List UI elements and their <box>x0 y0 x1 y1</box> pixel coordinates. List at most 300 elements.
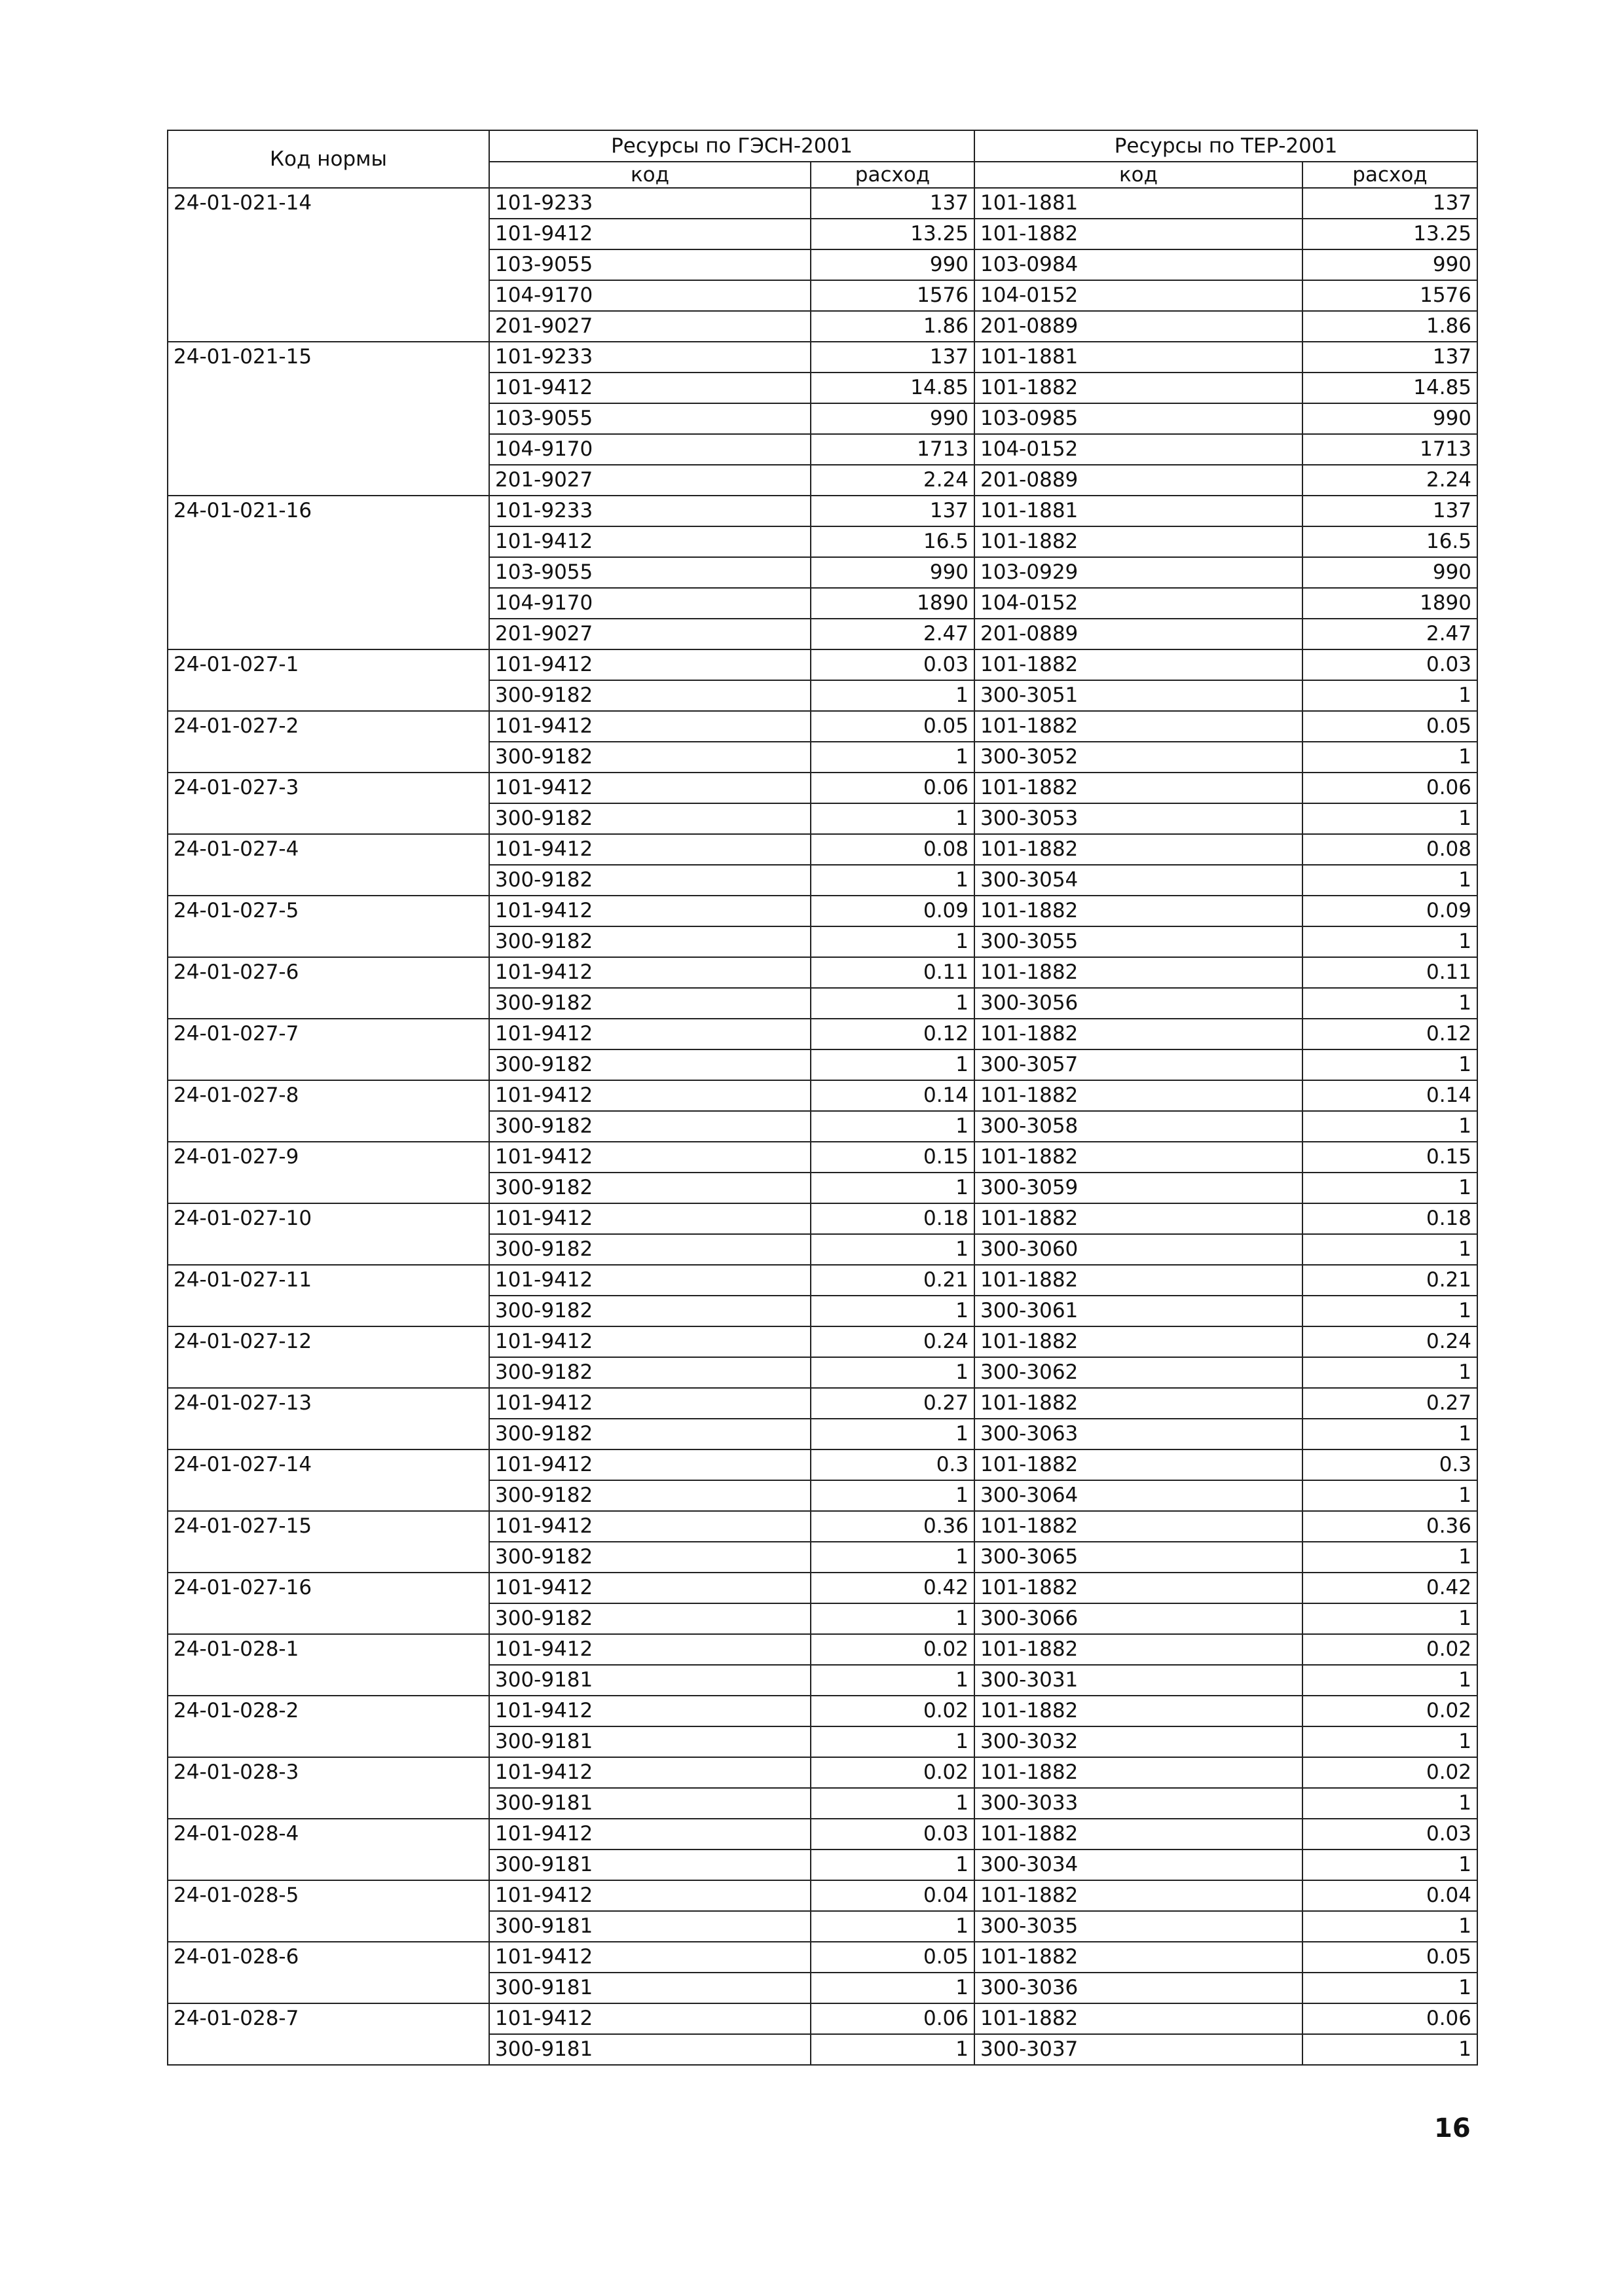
ter-rate-cell: 0.21 <box>1302 1265 1477 1296</box>
ter-code-cell: 201-0889 <box>974 465 1302 496</box>
ter-code-cell: 101-1882 <box>974 526 1302 557</box>
ter-code-cell: 101-1882 <box>974 1573 1302 1603</box>
header-gesn-code: код <box>489 162 811 188</box>
ter-rate-cell: 0.04 <box>1302 1880 1477 1911</box>
norm-code-cell: 24-01-027-1 <box>168 649 489 711</box>
ter-code-cell: 300-3053 <box>974 803 1302 834</box>
ter-code-cell: 103-0984 <box>974 249 1302 280</box>
ter-code-cell: 300-3063 <box>974 1419 1302 1449</box>
gesn-rate-cell: 16.5 <box>811 526 974 557</box>
gesn-rate-cell: 0.3 <box>811 1449 974 1480</box>
ter-rate-cell: 137 <box>1302 496 1477 526</box>
ter-code-cell: 101-1882 <box>974 1634 1302 1665</box>
ter-rate-cell: 990 <box>1302 249 1477 280</box>
gesn-code-cell: 300-9181 <box>489 1973 811 2003</box>
gesn-code-cell: 101-9412 <box>489 1757 811 1788</box>
norm-code-cell: 24-01-028-6 <box>168 1942 489 2003</box>
gesn-code-cell: 101-9412 <box>489 373 811 403</box>
ter-rate-cell: 16.5 <box>1302 526 1477 557</box>
ter-rate-cell: 1 <box>1302 1357 1477 1388</box>
gesn-rate-cell: 1 <box>811 1665 974 1696</box>
gesn-code-cell: 104-9170 <box>489 588 811 619</box>
table-row <box>168 1942 1477 1973</box>
norm-code-cell: 24-01-021-15 <box>168 342 489 496</box>
table-row <box>168 1326 1477 1357</box>
table-row <box>168 496 1477 526</box>
ter-code-cell: 101-1882 <box>974 1880 1302 1911</box>
gesn-code-cell: 300-9182 <box>489 742 811 773</box>
table-row <box>168 1757 1477 1788</box>
gesn-code-cell: 101-9412 <box>489 1880 811 1911</box>
ter-rate-cell: 1 <box>1302 1850 1477 1880</box>
norm-code-cell: 24-01-027-13 <box>168 1388 489 1449</box>
gesn-rate-cell: 1 <box>811 1542 974 1573</box>
gesn-code-cell: 300-9182 <box>489 1296 811 1326</box>
gesn-code-cell: 300-9182 <box>489 1234 811 1265</box>
table-row <box>168 1696 1477 1726</box>
header-row-groups <box>168 130 1477 162</box>
gesn-code-cell: 101-9412 <box>489 834 811 865</box>
gesn-code-cell: 101-9412 <box>489 1449 811 1480</box>
ter-rate-cell: 137 <box>1302 188 1477 219</box>
gesn-rate-cell: 1 <box>811 1480 974 1511</box>
ter-rate-cell: 14.85 <box>1302 373 1477 403</box>
resource-table <box>167 130 1478 2066</box>
ter-code-cell: 300-3054 <box>974 865 1302 896</box>
ter-rate-cell: 1 <box>1302 1665 1477 1696</box>
header-gesn-group: Ресурсы по ГЭСН-2001 <box>489 130 974 162</box>
ter-rate-cell: 1 <box>1302 1542 1477 1573</box>
ter-rate-cell: 0.24 <box>1302 1326 1477 1357</box>
gesn-code-cell: 101-9412 <box>489 649 811 680</box>
table-row <box>168 896 1477 926</box>
gesn-rate-cell: 1 <box>811 865 974 896</box>
ter-rate-cell: 0.05 <box>1302 711 1477 742</box>
ter-rate-cell: 0.02 <box>1302 1696 1477 1726</box>
gesn-rate-cell: 1 <box>811 1049 974 1080</box>
gesn-code-cell: 101-9412 <box>489 1573 811 1603</box>
norm-code-cell: 24-01-027-12 <box>168 1326 489 1388</box>
gesn-code-cell: 300-9181 <box>489 1911 811 1942</box>
gesn-code-cell: 300-9182 <box>489 1542 811 1573</box>
gesn-rate-cell: 1 <box>811 926 974 957</box>
ter-code-cell: 101-1882 <box>974 2003 1302 2034</box>
gesn-rate-cell: 0.21 <box>811 1265 974 1296</box>
gesn-code-cell: 101-9412 <box>489 1388 811 1419</box>
ter-code-cell: 300-3036 <box>974 1973 1302 2003</box>
gesn-rate-cell: 1 <box>811 1603 974 1634</box>
ter-rate-cell: 990 <box>1302 403 1477 434</box>
ter-rate-cell: 1 <box>1302 803 1477 834</box>
table-row <box>168 1388 1477 1419</box>
ter-rate-cell: 0.42 <box>1302 1573 1477 1603</box>
gesn-rate-cell: 1 <box>811 1296 974 1326</box>
gesn-rate-cell: 2.24 <box>811 465 974 496</box>
gesn-rate-cell: 0.18 <box>811 1203 974 1234</box>
gesn-code-cell: 201-9027 <box>489 311 811 342</box>
gesn-code-cell: 101-9412 <box>489 2003 811 2034</box>
gesn-code-cell: 300-9181 <box>489 2034 811 2065</box>
ter-code-cell: 300-3034 <box>974 1850 1302 1880</box>
gesn-rate-cell: 1.86 <box>811 311 974 342</box>
gesn-code-cell: 101-9412 <box>489 1326 811 1357</box>
norm-code-cell: 24-01-021-14 <box>168 188 489 342</box>
gesn-code-cell: 101-9412 <box>489 1942 811 1973</box>
ter-rate-cell: 1 <box>1302 1049 1477 1080</box>
norm-code-cell: 24-01-028-1 <box>168 1634 489 1696</box>
ter-rate-cell: 1 <box>1302 1111 1477 1142</box>
ter-rate-cell: 2.24 <box>1302 465 1477 496</box>
ter-code-cell: 300-3065 <box>974 1542 1302 1573</box>
ter-rate-cell: 0.09 <box>1302 896 1477 926</box>
gesn-code-cell: 101-9412 <box>489 957 811 988</box>
gesn-rate-cell: 0.14 <box>811 1080 974 1111</box>
gesn-code-cell: 101-9412 <box>489 1019 811 1049</box>
ter-code-cell: 101-1882 <box>974 373 1302 403</box>
header-gesn-rate: расход <box>811 162 974 188</box>
ter-code-cell: 101-1882 <box>974 1819 1302 1850</box>
ter-rate-cell: 1 <box>1302 1973 1477 2003</box>
ter-code-cell: 101-1882 <box>974 1080 1302 1111</box>
ter-code-cell: 103-0929 <box>974 557 1302 588</box>
norm-code-cell: 24-01-028-3 <box>168 1757 489 1819</box>
gesn-code-cell: 300-9182 <box>489 1111 811 1142</box>
table-row <box>168 1880 1477 1911</box>
ter-rate-cell: 13.25 <box>1302 219 1477 249</box>
gesn-code-cell: 103-9055 <box>489 249 811 280</box>
gesn-rate-cell: 1 <box>811 1850 974 1880</box>
gesn-rate-cell: 0.12 <box>811 1019 974 1049</box>
ter-code-cell: 104-0152 <box>974 434 1302 465</box>
ter-code-cell: 101-1882 <box>974 1511 1302 1542</box>
gesn-rate-cell: 1 <box>811 1173 974 1203</box>
ter-rate-cell: 1576 <box>1302 280 1477 311</box>
gesn-rate-cell: 1 <box>811 680 974 711</box>
gesn-code-cell: 300-9182 <box>489 1419 811 1449</box>
gesn-code-cell: 101-9412 <box>489 711 811 742</box>
gesn-rate-cell: 1 <box>811 1788 974 1819</box>
gesn-rate-cell: 0.42 <box>811 1573 974 1603</box>
table-body <box>168 188 1477 2065</box>
gesn-rate-cell: 0.03 <box>811 649 974 680</box>
ter-rate-cell: 1 <box>1302 926 1477 957</box>
gesn-rate-cell: 1 <box>811 1973 974 2003</box>
gesn-code-cell: 104-9170 <box>489 280 811 311</box>
gesn-code-cell: 300-9181 <box>489 1726 811 1757</box>
ter-rate-cell: 1.86 <box>1302 311 1477 342</box>
gesn-code-cell: 101-9412 <box>489 1634 811 1665</box>
gesn-code-cell: 101-9412 <box>489 1142 811 1173</box>
gesn-code-cell: 101-9412 <box>489 1696 811 1726</box>
gesn-code-cell: 101-9412 <box>489 773 811 803</box>
ter-rate-cell: 0.36 <box>1302 1511 1477 1542</box>
table-row <box>168 2003 1477 2034</box>
table-row <box>168 188 1477 219</box>
ter-code-cell: 101-1881 <box>974 188 1302 219</box>
gesn-rate-cell: 14.85 <box>811 373 974 403</box>
ter-code-cell: 101-1882 <box>974 1449 1302 1480</box>
ter-rate-cell: 0.06 <box>1302 773 1477 803</box>
gesn-code-cell: 300-9181 <box>489 1788 811 1819</box>
ter-code-cell: 101-1882 <box>974 773 1302 803</box>
ter-code-cell: 300-3037 <box>974 2034 1302 2065</box>
gesn-rate-cell: 137 <box>811 188 974 219</box>
gesn-rate-cell: 1 <box>811 803 974 834</box>
table-row <box>168 649 1477 680</box>
ter-code-cell: 300-3031 <box>974 1665 1302 1696</box>
ter-code-cell: 101-1882 <box>974 1142 1302 1173</box>
gesn-code-cell: 101-9412 <box>489 1080 811 1111</box>
table-row <box>168 1819 1477 1850</box>
ter-rate-cell: 1 <box>1302 865 1477 896</box>
ter-code-cell: 300-3060 <box>974 1234 1302 1265</box>
table-row <box>168 957 1477 988</box>
gesn-code-cell: 300-9182 <box>489 1480 811 1511</box>
ter-rate-cell: 0.18 <box>1302 1203 1477 1234</box>
gesn-rate-cell: 1 <box>811 2034 974 2065</box>
ter-rate-cell: 1 <box>1302 1788 1477 1819</box>
gesn-rate-cell: 1 <box>811 1726 974 1757</box>
norm-code-cell: 24-01-027-7 <box>168 1019 489 1080</box>
table-row <box>168 1019 1477 1049</box>
gesn-rate-cell: 0.05 <box>811 711 974 742</box>
gesn-rate-cell: 0.02 <box>811 1757 974 1788</box>
ter-code-cell: 101-1882 <box>974 1203 1302 1234</box>
ter-code-cell: 300-3057 <box>974 1049 1302 1080</box>
page-number: 16 <box>1434 2113 1471 2143</box>
ter-code-cell: 300-3056 <box>974 988 1302 1019</box>
ter-code-cell: 201-0889 <box>974 619 1302 649</box>
gesn-code-cell: 300-9182 <box>489 865 811 896</box>
gesn-code-cell: 201-9027 <box>489 465 811 496</box>
norm-code-cell: 24-01-027-14 <box>168 1449 489 1511</box>
gesn-rate-cell: 0.08 <box>811 834 974 865</box>
ter-code-cell: 101-1882 <box>974 1942 1302 1973</box>
ter-code-cell: 101-1881 <box>974 496 1302 526</box>
gesn-rate-cell: 0.04 <box>811 1880 974 1911</box>
ter-rate-cell: 0.08 <box>1302 834 1477 865</box>
table-row <box>168 773 1477 803</box>
gesn-code-cell: 101-9412 <box>489 1265 811 1296</box>
gesn-rate-cell: 990 <box>811 249 974 280</box>
ter-rate-cell: 1 <box>1302 1726 1477 1757</box>
ter-rate-cell: 1 <box>1302 742 1477 773</box>
ter-code-cell: 101-1882 <box>974 711 1302 742</box>
gesn-rate-cell: 1713 <box>811 434 974 465</box>
ter-code-cell: 101-1882 <box>974 649 1302 680</box>
gesn-code-cell: 101-9412 <box>489 1819 811 1850</box>
gesn-rate-cell: 0.03 <box>811 1819 974 1850</box>
gesn-rate-cell: 13.25 <box>811 219 974 249</box>
gesn-code-cell: 300-9181 <box>489 1665 811 1696</box>
ter-code-cell: 101-1882 <box>974 957 1302 988</box>
header-ter-rate: расход <box>1302 162 1477 188</box>
table-row <box>168 834 1477 865</box>
norm-code-cell: 24-01-021-16 <box>168 496 489 649</box>
ter-rate-cell: 0.12 <box>1302 1019 1477 1049</box>
gesn-code-cell: 300-9182 <box>489 680 811 711</box>
ter-rate-cell: 2.47 <box>1302 619 1477 649</box>
table-row <box>168 1634 1477 1665</box>
gesn-code-cell: 101-9233 <box>489 496 811 526</box>
ter-rate-cell: 1 <box>1302 1911 1477 1942</box>
ter-code-cell: 101-1882 <box>974 1326 1302 1357</box>
header-norm-code: Код нормы <box>168 130 489 188</box>
gesn-rate-cell: 0.36 <box>811 1511 974 1542</box>
gesn-rate-cell: 1 <box>811 1234 974 1265</box>
ter-rate-cell: 0.02 <box>1302 1757 1477 1788</box>
ter-code-cell: 101-1882 <box>974 834 1302 865</box>
norm-code-cell: 24-01-028-7 <box>168 2003 489 2065</box>
ter-rate-cell: 1 <box>1302 988 1477 1019</box>
norm-code-cell: 24-01-027-11 <box>168 1265 489 1326</box>
gesn-rate-cell: 990 <box>811 557 974 588</box>
norm-code-cell: 24-01-028-5 <box>168 1880 489 1942</box>
gesn-rate-cell: 0.06 <box>811 773 974 803</box>
gesn-rate-cell: 990 <box>811 403 974 434</box>
gesn-rate-cell: 0.27 <box>811 1388 974 1419</box>
table-row <box>168 1511 1477 1542</box>
table-row <box>168 1080 1477 1111</box>
ter-rate-cell: 1 <box>1302 1296 1477 1326</box>
ter-rate-cell: 1 <box>1302 1234 1477 1265</box>
table-row <box>168 1203 1477 1234</box>
ter-code-cell: 300-3059 <box>974 1173 1302 1203</box>
ter-code-cell: 104-0152 <box>974 588 1302 619</box>
ter-rate-cell: 0.06 <box>1302 2003 1477 2034</box>
gesn-code-cell: 300-9182 <box>489 1603 811 1634</box>
gesn-code-cell: 300-9182 <box>489 1173 811 1203</box>
table-row <box>168 1573 1477 1603</box>
ter-rate-cell: 0.02 <box>1302 1634 1477 1665</box>
table-row <box>168 1265 1477 1296</box>
gesn-rate-cell: 0.11 <box>811 957 974 988</box>
norm-code-cell: 24-01-027-10 <box>168 1203 489 1265</box>
ter-code-cell: 300-3062 <box>974 1357 1302 1388</box>
table-row <box>168 1142 1477 1173</box>
norm-code-cell: 24-01-028-4 <box>168 1819 489 1880</box>
norm-code-cell: 24-01-027-3 <box>168 773 489 834</box>
table-row <box>168 1449 1477 1480</box>
ter-rate-cell: 1 <box>1302 1480 1477 1511</box>
ter-rate-cell: 1 <box>1302 1603 1477 1634</box>
gesn-code-cell: 101-9233 <box>489 188 811 219</box>
gesn-rate-cell: 0.15 <box>811 1142 974 1173</box>
gesn-code-cell: 201-9027 <box>489 619 811 649</box>
ter-code-cell: 101-1882 <box>974 1019 1302 1049</box>
ter-code-cell: 300-3052 <box>974 742 1302 773</box>
norm-code-cell: 24-01-027-6 <box>168 957 489 1019</box>
ter-rate-cell: 0.03 <box>1302 1819 1477 1850</box>
gesn-code-cell: 101-9412 <box>489 219 811 249</box>
ter-rate-cell: 1 <box>1302 1173 1477 1203</box>
norm-code-cell: 24-01-027-9 <box>168 1142 489 1203</box>
gesn-code-cell: 101-9412 <box>489 896 811 926</box>
ter-code-cell: 300-3032 <box>974 1726 1302 1757</box>
gesn-rate-cell: 0.05 <box>811 1942 974 1973</box>
ter-rate-cell: 1 <box>1302 680 1477 711</box>
ter-code-cell: 300-3033 <box>974 1788 1302 1819</box>
gesn-rate-cell: 1 <box>811 1911 974 1942</box>
norm-code-cell: 24-01-027-16 <box>168 1573 489 1634</box>
gesn-code-cell: 300-9182 <box>489 1049 811 1080</box>
ter-code-cell: 201-0889 <box>974 311 1302 342</box>
gesn-code-cell: 300-9181 <box>489 1850 811 1880</box>
gesn-code-cell: 300-9182 <box>489 926 811 957</box>
ter-code-cell: 101-1882 <box>974 896 1302 926</box>
norm-code-cell: 24-01-027-8 <box>168 1080 489 1142</box>
ter-code-cell: 300-3064 <box>974 1480 1302 1511</box>
gesn-rate-cell: 2.47 <box>811 619 974 649</box>
gesn-rate-cell: 137 <box>811 496 974 526</box>
gesn-rate-cell: 0.02 <box>811 1696 974 1726</box>
ter-code-cell: 300-3035 <box>974 1911 1302 1942</box>
gesn-code-cell: 101-9412 <box>489 526 811 557</box>
ter-code-cell: 101-1882 <box>974 1265 1302 1296</box>
norm-code-cell: 24-01-027-4 <box>168 834 489 896</box>
gesn-rate-cell: 0.06 <box>811 2003 974 2034</box>
gesn-code-cell: 101-9412 <box>489 1203 811 1234</box>
gesn-rate-cell: 0.24 <box>811 1326 974 1357</box>
ter-rate-cell: 137 <box>1302 342 1477 373</box>
gesn-rate-cell: 1 <box>811 988 974 1019</box>
norm-code-cell: 24-01-028-2 <box>168 1696 489 1757</box>
gesn-rate-cell: 137 <box>811 342 974 373</box>
ter-code-cell: 101-1882 <box>974 1388 1302 1419</box>
gesn-rate-cell: 1576 <box>811 280 974 311</box>
gesn-code-cell: 101-9412 <box>489 1511 811 1542</box>
gesn-code-cell: 300-9182 <box>489 803 811 834</box>
header-ter-group: Ресурсы по ТЕР-2001 <box>974 130 1477 162</box>
ter-rate-cell: 0.14 <box>1302 1080 1477 1111</box>
ter-code-cell: 300-3061 <box>974 1296 1302 1326</box>
ter-rate-cell: 0.05 <box>1302 1942 1477 1973</box>
gesn-code-cell: 300-9182 <box>489 988 811 1019</box>
norm-code-cell: 24-01-027-15 <box>168 1511 489 1573</box>
gesn-code-cell: 104-9170 <box>489 434 811 465</box>
ter-code-cell: 101-1881 <box>974 342 1302 373</box>
gesn-rate-cell: 1 <box>811 1419 974 1449</box>
gesn-rate-cell: 1 <box>811 1357 974 1388</box>
ter-rate-cell: 990 <box>1302 557 1477 588</box>
ter-code-cell: 101-1882 <box>974 219 1302 249</box>
gesn-code-cell: 300-9182 <box>489 1357 811 1388</box>
ter-rate-cell: 0.3 <box>1302 1449 1477 1480</box>
gesn-rate-cell: 1890 <box>811 588 974 619</box>
ter-rate-cell: 1713 <box>1302 434 1477 465</box>
ter-rate-cell: 1 <box>1302 2034 1477 2065</box>
ter-rate-cell: 0.27 <box>1302 1388 1477 1419</box>
gesn-rate-cell: 0.09 <box>811 896 974 926</box>
header-ter-code: код <box>974 162 1302 188</box>
norm-code-cell: 24-01-027-2 <box>168 711 489 773</box>
table-row <box>168 711 1477 742</box>
norm-code-cell: 24-01-027-5 <box>168 896 489 957</box>
ter-code-cell: 300-3058 <box>974 1111 1302 1142</box>
gesn-code-cell: 103-9055 <box>489 403 811 434</box>
ter-code-cell: 103-0985 <box>974 403 1302 434</box>
ter-rate-cell: 0.11 <box>1302 957 1477 988</box>
gesn-code-cell: 103-9055 <box>489 557 811 588</box>
ter-code-cell: 300-3066 <box>974 1603 1302 1634</box>
ter-rate-cell: 0.03 <box>1302 649 1477 680</box>
table-row <box>168 342 1477 373</box>
gesn-rate-cell: 0.02 <box>811 1634 974 1665</box>
ter-code-cell: 101-1882 <box>974 1757 1302 1788</box>
gesn-code-cell: 101-9233 <box>489 342 811 373</box>
ter-rate-cell: 1890 <box>1302 588 1477 619</box>
ter-code-cell: 104-0152 <box>974 280 1302 311</box>
